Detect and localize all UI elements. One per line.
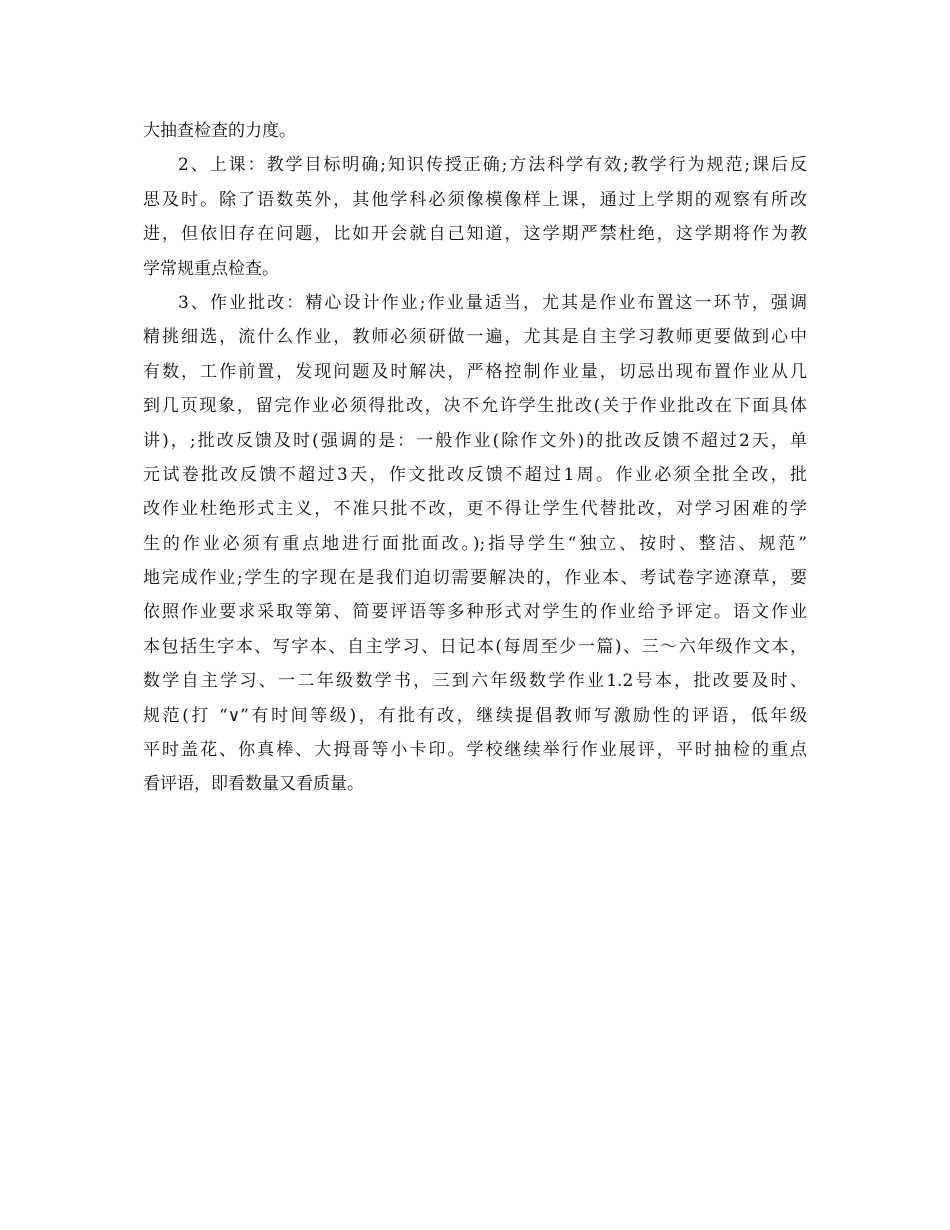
text-line: 规范(打 “∨”有时间等级)，有批有改，继续提倡教师写激励性的评语，低年级 — [143, 705, 807, 726]
text-line: 本包括生字本、写字本、自主学习、日记本(每周至少一篇)、三～六年级作文本， — [143, 636, 807, 657]
text-line: 改作业杜绝形式主义，不准只批不改，更不得让学生代替批改，对学习困难的学 — [143, 499, 807, 520]
text-line: 有数，工作前置，发现问题及时解决，严格控制作业量，切忌出现布置作业从几 — [143, 361, 807, 382]
text-line: 学常规重点检查。 — [143, 258, 279, 279]
text-line: 精挑细选，流什么作业，教师必须研做一遍，尤其是自主学习教师更要做到心中 — [143, 327, 807, 348]
text-line: 大抽查检查的力度。 — [143, 121, 296, 141]
paragraph-homework — [143, 286, 807, 802]
text-line: 依照作业要求采取等第、简要评语等多种形式对学生的作业给予评定。语文作业 — [143, 602, 807, 623]
text-line: 生的作业必须有重点地进行面批面改。);指导学生“独立、按时、整洁、规范” — [143, 533, 807, 554]
text-line: 3、作业批改：精心设计作业;作业量适当，尤其是作业布置这一环节，强调 — [178, 292, 807, 313]
document-body — [143, 114, 807, 802]
text-line: 看评语，即看数量又看质量。 — [143, 774, 364, 795]
paragraph-continued — [143, 114, 807, 148]
paragraph-class — [143, 148, 807, 286]
text-line: 元试卷批改反馈不超过3天，作文批改反馈不超过1周。作业必须全批全改，批 — [143, 464, 807, 485]
text-line: 进，但依旧存在问题，比如开会就自己知道，这学期严禁杜绝，这学期将作为教 — [143, 224, 807, 245]
text-line: 讲)，;批改反馈及时(强调的是：一般作业(除作文外)的批改反馈不超过2天，单 — [143, 430, 807, 451]
text-line: 思及时。除了语数英外，其他学科必须像模像样上课，通过上学期的观察有所改 — [143, 189, 807, 210]
text-line: 地完成作业;学生的字现在是我们迫切需要解决的，作业本、考试卷字迹潦草，要 — [143, 568, 807, 589]
text-line: 平时盖花、你真棒、大拇哥等小卡印。学校继续举行作业展评，平时抽检的重点 — [143, 740, 807, 761]
text-line: 数学自主学习、一二年级数学书，三到六年级数学作业1.2号本，批改要及时、 — [143, 671, 807, 692]
text-line: 2、上课：教学目标明确;知识传授正确;方法科学有效;教学行为规范;课后反 — [178, 155, 807, 176]
text-line: 到几页现象，留完作业必须得批改，决不允许学生批改(关于作业批改在下面具体 — [143, 396, 807, 417]
